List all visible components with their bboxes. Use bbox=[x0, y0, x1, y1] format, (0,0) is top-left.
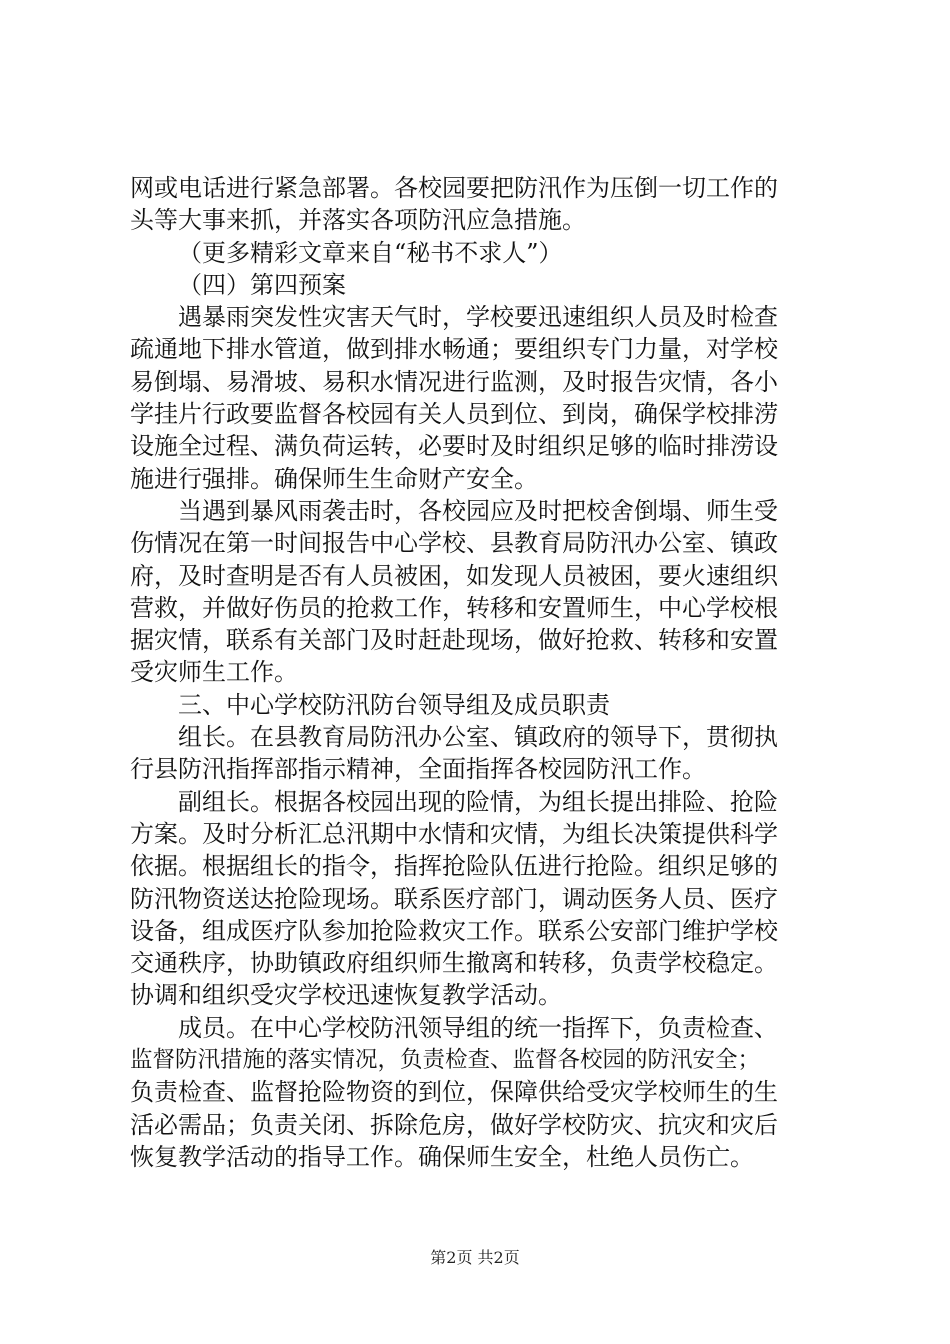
text-line: 头等大事来抓，并落实各项防汛应急措施。 bbox=[130, 206, 586, 235]
text-line: 协调和组织受灾学校迅速恢复教学活动。 bbox=[130, 981, 562, 1010]
text-line: 行县防汛指挥部指示精神，全面指挥各校园防汛工作。 bbox=[130, 755, 706, 784]
text-line: 交通秩序，协助镇政府组织师生撤离和转移，负责学校稳定。 bbox=[130, 949, 778, 978]
text-line: 依据。根据组长的指令，指挥抢险队伍进行抢险。组织足够的 bbox=[130, 852, 778, 881]
text-line: 方案。及时分析汇总汛期中水情和灾情，为组长决策提供科学 bbox=[130, 819, 778, 848]
text-line: 据灾情，联系有关部门及时赶赴现场，做好抢救、转移和安置 bbox=[130, 626, 778, 655]
text-line: 学挂片行政要监督各校园有关人员到位、到岗，确保学校排涝 bbox=[130, 400, 778, 429]
text-line: 伤情况在第一时间报告中心学校、县教育局防汛办公室、镇政 bbox=[130, 529, 778, 558]
text-line: 受灾师生工作。 bbox=[130, 658, 298, 687]
section-heading: （四）第四预案 bbox=[178, 270, 346, 299]
text-line: 防汛物资送达抢险现场。联系医疗部门，调动医务人员、医疗 bbox=[130, 884, 778, 913]
text-line: 监督防汛措施的落实情况，负责检查、监督各校园的防汛安全； bbox=[130, 1047, 761, 1074]
page-number-footer: 第2页 共2页 bbox=[430, 1248, 520, 1267]
text-line: 易倒塌、易滑坡、易积水情况进行监测，及时报告灾情，各小 bbox=[130, 367, 778, 396]
text-line: 府，及时查明是否有人员被困，如发现人员被困，要火速组织 bbox=[130, 561, 778, 590]
section-heading: 三、中心学校防汛防台领导组及成员职责 bbox=[178, 690, 610, 719]
text-line: 恢复教学活动的指导工作。确保师生安全，杜绝人员伤亡。 bbox=[130, 1142, 754, 1171]
text-line: 施进行强排。确保师生生命财产安全。 bbox=[130, 464, 538, 493]
text-line: 组长。在县教育局防汛办公室、镇政府的领导下，贯彻执 bbox=[178, 723, 778, 752]
text-line: 活必需品；负责关闭、拆除危房，做好学校防灾、抗灾和灾后 bbox=[130, 1110, 778, 1139]
document-body bbox=[130, 172, 830, 1173]
text-line: 营救，并做好伤员的抢救工作，转移和安置师生，中心学校根 bbox=[130, 593, 778, 622]
text-line: 成员。在中心学校防汛领导组的统一指挥下，负责检查、 bbox=[178, 1013, 778, 1042]
source-note: （更多精彩文章来自“秘书不求人”） bbox=[178, 238, 563, 267]
text-line: 疏通地下排水管道，做到排水畅通；要组织专门力量，对学校 bbox=[130, 335, 778, 364]
text-line: 设备，组成医疗队参加抢险救灾工作。联系公安部门维护学校 bbox=[130, 916, 778, 945]
text-line: 当遇到暴风雨袭击时，各校园应及时把校舍倒塌、师生受 bbox=[178, 496, 778, 525]
text-line: 网或电话进行紧急部署。各校园要把防汛作为压倒一切工作的 bbox=[130, 174, 778, 202]
text-line: 副组长。根据各校园出现的险情，为组长提出排险、抢险 bbox=[178, 787, 778, 816]
text-line: 设施全过程、满负荷运转，必要时及时组织足够的临时排涝设 bbox=[130, 432, 778, 461]
text-line: 负责检查、监督抢险物资的到位，保障供给受灾学校师生的生 bbox=[130, 1078, 778, 1107]
text-line: 遇暴雨突发性灾害天气时，学校要迅速组织人员及时检查 bbox=[178, 303, 778, 332]
